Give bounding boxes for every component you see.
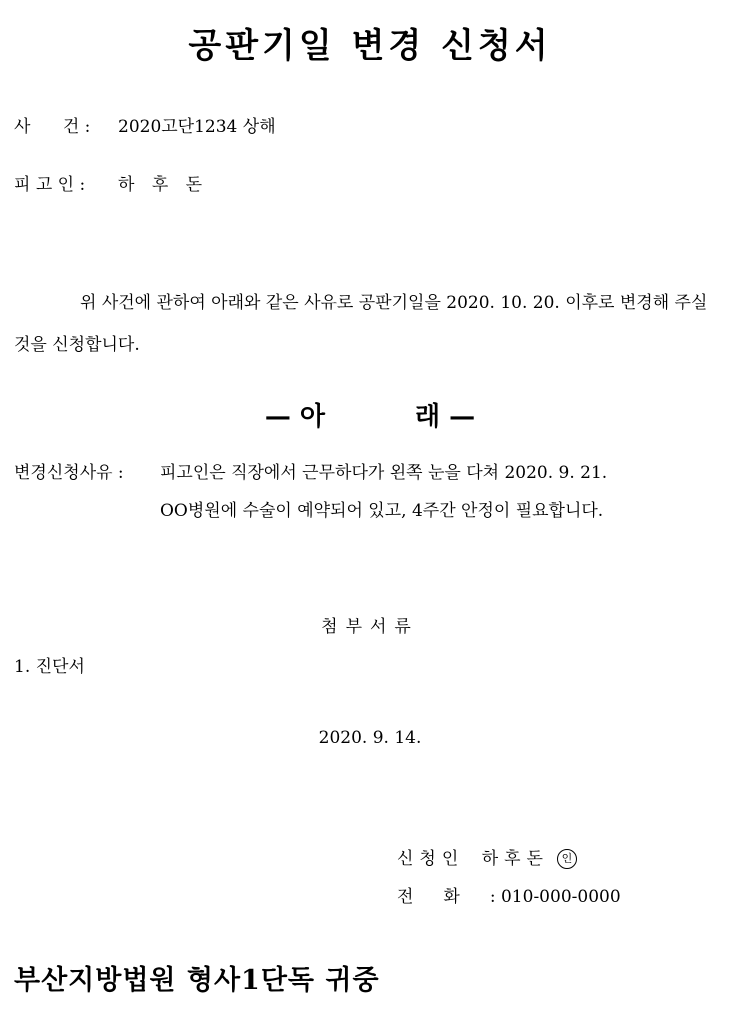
attachment-item: 1. 진단서 (14, 657, 85, 677)
recipient-court: 부산지방법원 형사1단독 귀중 (14, 965, 380, 996)
filing-date: 2020. 9. 14. (318, 728, 422, 748)
request-body-text: 위 사건에 관하여 아래와 같은 사유로 공판기일을 2020. 10. 20. 이후로 변경해 주실 것을 신청합니다. (14, 293, 708, 355)
reason-text-line-2: OO병원에 수술이 예약되어 있고, 4주간 안정이 필요합니다. (160, 501, 604, 521)
applicant-line (397, 844, 577, 869)
reason-text-line-1: 피고인은 직장에서 근무하다가 왼쪽 눈을 다쳐 2020. 9. 21. (160, 463, 608, 483)
case-number: 2020고단1234 상해 (118, 117, 276, 137)
case-label: 사 건 : (14, 117, 91, 137)
phone-number: : 010-000-0000 (489, 887, 621, 907)
document-title: 공판기일 변경 신청서 (188, 26, 552, 66)
section-heading (0, 396, 740, 433)
phone-label: 전화 (397, 887, 490, 907)
section-heading-right: 래 — (415, 402, 476, 432)
reason-label: 변경신청사유 : (14, 463, 124, 483)
section-heading-left: — 아 (264, 402, 325, 432)
attachments-heading: 첨부서류 (321, 617, 419, 637)
seal-icon: 인 (557, 849, 577, 869)
defendant-label: 피 고 인 : (14, 175, 86, 195)
applicant-label: 신청인 (397, 849, 465, 869)
phone-line (397, 882, 621, 907)
defendant-name: 하 후 돈 (118, 175, 209, 195)
applicant-name: 하후돈 (481, 849, 549, 869)
